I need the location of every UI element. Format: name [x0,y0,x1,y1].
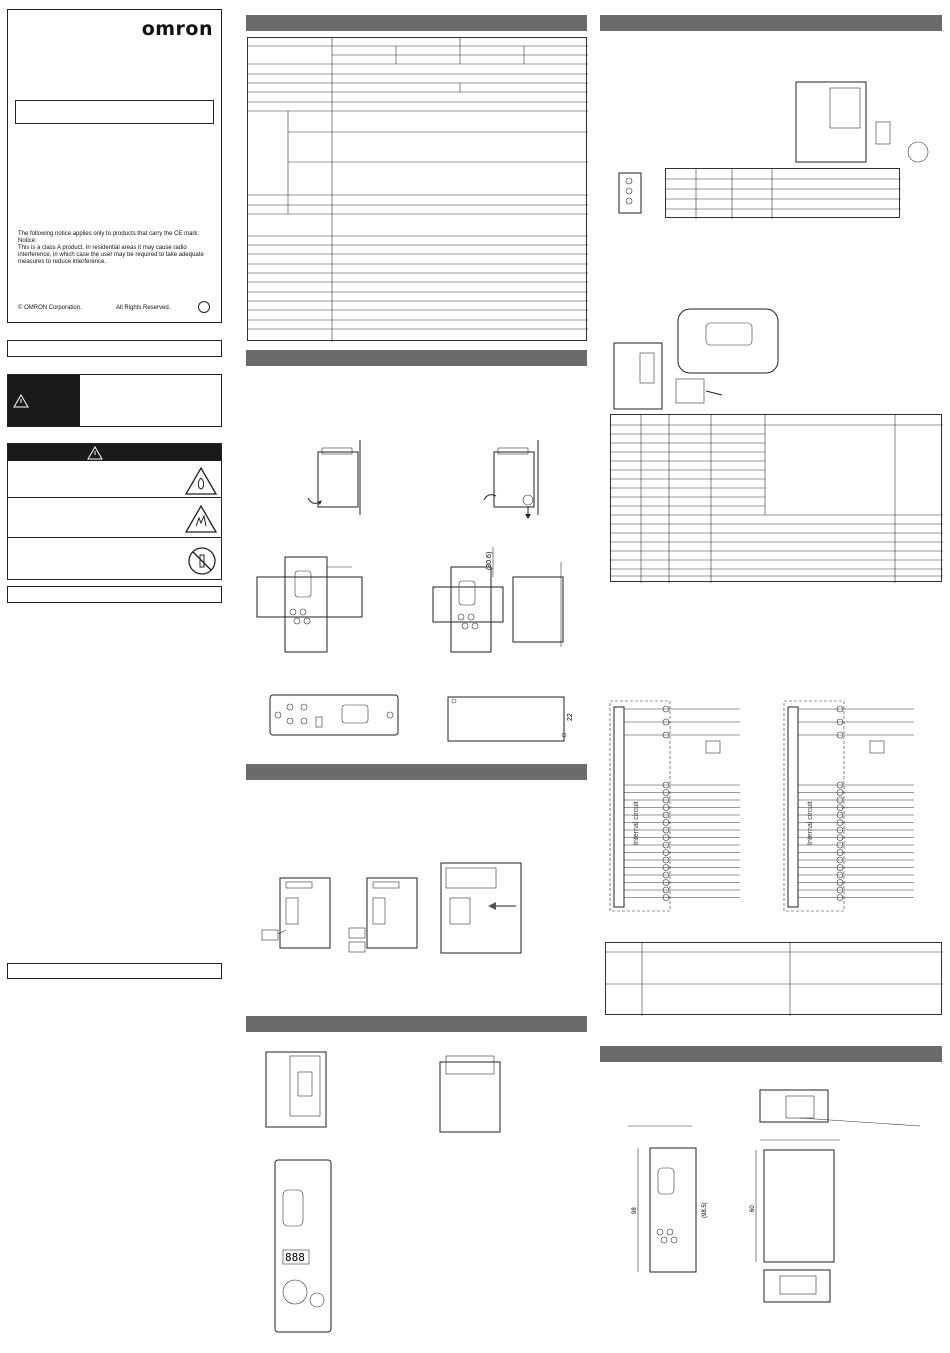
din-mount-diagram-right [478,440,548,520]
mounting-hole-dimensions [448,693,578,743]
section-header-power-connection [600,15,942,31]
dimensions-front-view [628,1122,718,1282]
section-header-wiring [246,764,587,780]
dimensions-side-view [750,1138,850,1268]
left-heading-3 [7,963,222,979]
front-panel-diagram [275,1160,345,1335]
connector-insert-diagram-1 [260,868,350,958]
internal-circuit-label-left: Internal circuit [633,801,640,845]
unit-on-rail-front [257,557,367,657]
safety-header-bar [8,444,221,461]
connector-pin-table [610,414,942,582]
part-names-isometric-left [262,1042,342,1132]
power-connector-device-diagram [790,62,950,182]
cover-panel [7,9,222,323]
safety-divider-1 [8,497,221,498]
no-disassembly-icon [188,547,216,575]
warning-triangle-icon [88,447,102,459]
section-header-dimensions [600,1046,942,1062]
seven-segment-display: 888 [285,1251,305,1264]
part-names-isometric-right [436,1052,516,1142]
explosion-hazard-icon [186,506,216,532]
dim-98-5-label: (98.5) [702,1202,708,1218]
section-header-part-names [246,1016,587,1032]
left-heading-2 [7,586,222,603]
din-mount-diagram-left [300,440,370,520]
power-pin-table [665,168,900,218]
unit-on-rail-side [433,547,573,657]
copyright-rights: All Rights Reserved. [116,305,171,311]
safety-precautions-box [7,443,222,580]
section-header-specifications [246,15,587,31]
connector-insert-diagram-3 [436,858,526,958]
serial-connector-diagram [606,303,786,413]
omron-logo: omron [141,18,213,40]
warning-triangle-icon [14,395,28,407]
dim-30-6-label: (30.6) [486,551,493,570]
connector-insert-diagram-2 [347,868,437,958]
specifications-table [247,37,587,341]
fire-hazard-icon [186,468,216,494]
terminal-block-icon [617,171,645,215]
model-title-box [15,100,214,124]
dim-60-label: 60 [750,1205,756,1212]
circuit-diagram-right [784,695,934,915]
dimensions-top-view [760,1090,930,1130]
ce-notice: The following notice applies only to products that carry the CE mark: Notice: This is a class A product. In residential areas it may cause radio interference, in which case the user may be required to take adequate measures to reduce interference. [18,231,204,265]
mounting-plate-diagram [270,693,400,743]
copyright-owner: © OMRON Corporation. [18,305,82,311]
section-header-installation [246,350,587,366]
internal-circuit-label-right: Internal circuit [807,801,814,845]
signal-description-table [605,942,942,1015]
dim-22-label: 22 [567,713,574,721]
warning-label-block [8,375,80,426]
safety-divider-2 [8,537,221,538]
dimensions-bottom-view [764,1266,844,1306]
circuit-diagram-left [610,695,760,915]
recycle-mark [198,301,210,313]
left-heading-1 [7,340,222,357]
dim-98-label: 98 [632,1207,638,1214]
warning-box [7,374,222,427]
